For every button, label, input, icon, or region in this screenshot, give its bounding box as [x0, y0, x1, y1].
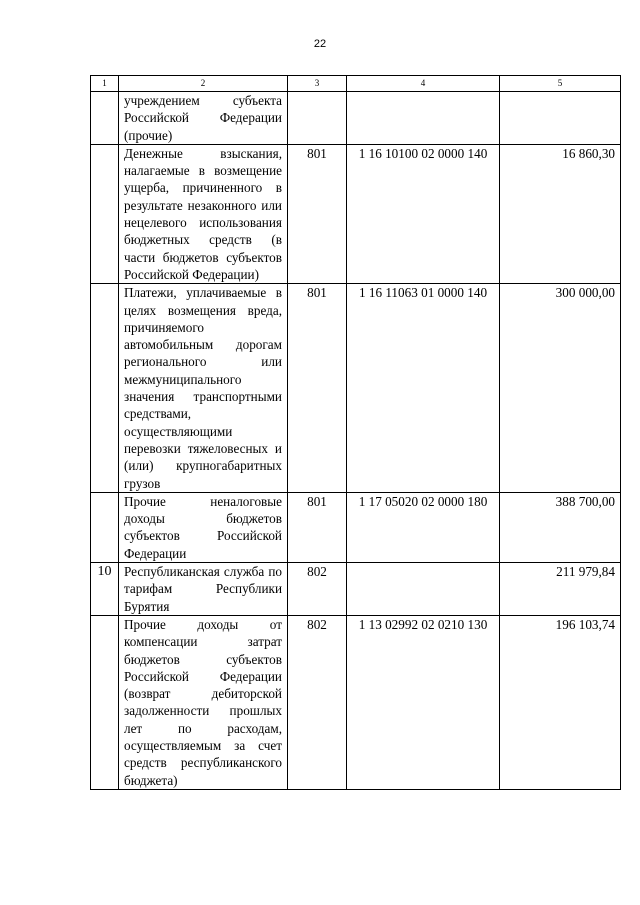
row-admin-code: 802 [288, 563, 347, 616]
row-revenue-code [347, 92, 500, 145]
row-revenue-code: 1 17 05020 02 0000 180 [347, 492, 500, 562]
row-amount: 211 979,84 [500, 563, 621, 616]
table-row [91, 563, 621, 616]
row-amount: 300 000,00 [500, 284, 621, 493]
row-name: Республиканская служба по тарифам Республики Бурятия [119, 563, 288, 616]
page-number: 22 [313, 38, 327, 50]
row-name: Платежи, уплачиваемые в целях возмещения вреда, причиняемого автомобильным дорогам регионального или межмуниципального значения транспортными средствами, осуществляющими перевозки тяжеловесных и (или) крупногабаритных грузов [119, 284, 288, 493]
header-cell-4: 4 [347, 76, 500, 92]
row-name: Денежные взыскания, налагаемые в возмещение ущерба, причиненного в результате незаконного или нецелевого использования бюджетных средств (в части бюджетов субъектов Российской Федерации) [119, 144, 288, 283]
header-cell-2: 2 [119, 76, 288, 92]
table-row [91, 492, 621, 562]
row-number [91, 284, 119, 493]
row-revenue-code [347, 563, 500, 616]
table-header-row [91, 76, 621, 92]
row-amount: 388 700,00 [500, 492, 621, 562]
header-cell-5: 5 [500, 76, 621, 92]
row-admin-code: 801 [288, 144, 347, 283]
row-number [91, 615, 119, 789]
row-amount: 16 860,30 [500, 144, 621, 283]
row-admin-code [288, 92, 347, 145]
header-cell-1: 1 [91, 76, 119, 92]
row-amount [500, 92, 621, 145]
table-row [91, 284, 621, 493]
table-row [91, 92, 621, 145]
row-amount: 196 103,74 [500, 615, 621, 789]
table-row [91, 615, 621, 789]
row-revenue-code: 1 16 11063 01 0000 140 [347, 284, 500, 493]
row-name: Прочие доходы от компенсации затрат бюджетов субъектов Российской Федерации (возврат дебиторской задолженности прошлых лет по расходам, осуществляемым за счет средств республиканского бюджета) [119, 615, 288, 789]
row-revenue-code: 1 16 10100 02 0000 140 [347, 144, 500, 283]
row-revenue-code: 1 13 02992 02 0210 130 [347, 615, 500, 789]
row-number [91, 492, 119, 562]
row-admin-code: 801 [288, 284, 347, 493]
header-cell-3: 3 [288, 76, 347, 92]
budget-table [90, 75, 621, 790]
row-name: учреждением субъекта Российской Федерации (прочие) [119, 92, 288, 145]
row-number [91, 92, 119, 145]
row-number [91, 144, 119, 283]
row-admin-code: 802 [288, 615, 347, 789]
row-admin-code: 801 [288, 492, 347, 562]
table-row [91, 144, 621, 283]
row-name: Прочие неналоговые доходы бюджетов субъектов Российской Федерации [119, 492, 288, 562]
row-number: 10 [91, 563, 119, 616]
